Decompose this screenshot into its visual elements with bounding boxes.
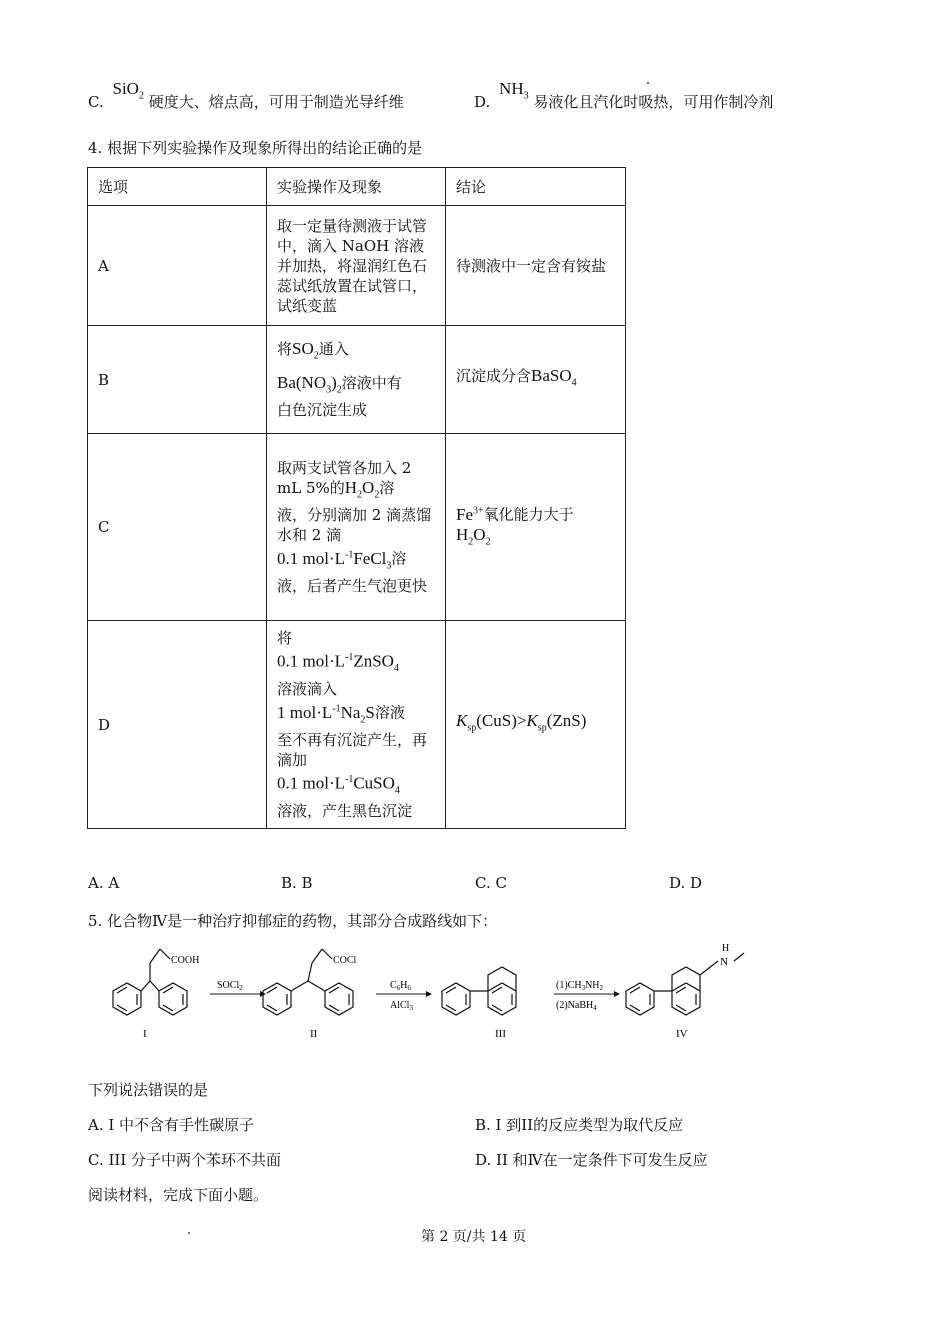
q4-table: [87, 167, 626, 829]
atom-h: H: [722, 943, 730, 954]
table-row: [88, 434, 626, 621]
row-a-operation: 取一定量待测液于试管中，滴入 NaOH 溶液并加热，将湿润红色石蕊试纸放置在试管口，试纸变蓝: [267, 206, 446, 326]
q5-option-d: D. II 和Ⅳ在一定条件下可发生反应: [475, 1151, 708, 1169]
arrow-2: [376, 991, 432, 997]
atom-n: N: [720, 956, 728, 968]
q4-answer-b: B. B: [281, 874, 313, 892]
row-d-operation: 将 0.1 $mol\cdot L^{-1}ZnSO_4$ 溶液滴入 1 $mol\cdot L^{-1}Na_2S$溶液 至不再有沉淀产生，再滴加 0.1 $mol\cdot L^{-1}CuSO_4$ 溶液，产生黑色沉淀: [267, 621, 446, 829]
arrow-3: [554, 991, 620, 997]
q4-answer-d: D. D: [669, 874, 703, 892]
table-row: [88, 206, 626, 326]
table-row: [88, 326, 626, 434]
table-row: [88, 621, 626, 829]
label-compound-i: I: [143, 1028, 147, 1040]
reagent-socl2: SOCl$_2$: [217, 980, 243, 992]
row-c-label: C: [88, 434, 267, 621]
q3-option-c-text: 硬度大、熔点高，可用于制造光导纤维: [148, 93, 404, 111]
reagent-benzene: $C_6H_6$: [390, 980, 411, 992]
row-c-operation: 取两支试管各加入 2 mL 5%的$H_2O_2$溶 液，分别滴加 2 滴蒸馏水和 2 滴 0.1 $mol\cdot L^{-1}FeCl_3$溶 液，后者产生气泡更快: [267, 434, 446, 621]
q3-option-d: [474, 78, 774, 111]
label-compound-ii: II: [310, 1028, 318, 1040]
row-b-conclusion: 沉淀成分含BaSO$_4$: [446, 326, 626, 434]
synthesis-scheme: [80, 935, 780, 1045]
label-compound-iii: III: [495, 1028, 506, 1040]
reagent-nabh4: (2)NaBH$_4$: [556, 1000, 597, 1012]
row-a-conclusion: 待测液中一定含有铵盐: [446, 206, 626, 326]
q3-option-d-text: 易液化且汽化时吸热，可用作制冷剂: [533, 93, 774, 111]
q3-option-c-letter: C.: [88, 93, 104, 111]
q5-option-c: C. III 分子中两个苯环不共面: [88, 1151, 282, 1169]
header-operation: 实验操作及现象: [267, 168, 446, 206]
q4-stem: 4. 根据下列实验操作及现象所得出的结论正确的是: [88, 139, 423, 157]
q5-stem: 5. 化合物Ⅳ是一种治疗抑郁症的药物，其部分合成路线如下：: [88, 912, 498, 930]
scan-dot: [188, 1232, 190, 1234]
row-a-label: A: [88, 206, 267, 326]
q3-option-c-formula: SiO$_2$: [112, 79, 144, 102]
arrow-1: [210, 991, 266, 997]
row-b-operation: 将$SO_2$通入 $Ba(NO_3)_2$溶液中有 白色沉淀生成: [267, 326, 446, 434]
q4-answer-a: A. A: [88, 874, 120, 892]
row-b-label: B: [88, 326, 267, 434]
compound-iii-structure: [442, 967, 516, 1015]
q5-option-b: B. I 到II的反应类型为取代反应: [475, 1116, 684, 1134]
table-header-row: [88, 168, 626, 206]
label-compound-iv: IV: [676, 1028, 688, 1040]
q3-option-d-letter: D.: [474, 93, 491, 111]
scan-dot: [647, 82, 649, 84]
group-cocl: COCl: [333, 955, 357, 966]
header-option: 选项: [88, 168, 267, 206]
reagent-alcl3: AlCl$_3$: [390, 1000, 413, 1012]
header-conclusion: 结论: [446, 168, 626, 206]
q5-prompt: 下列说法错误的是: [88, 1081, 209, 1099]
q3-option-d-formula: $NH_3$: [499, 79, 529, 102]
q3-option-c: [88, 78, 404, 111]
row-d-conclusion: $K_{sp}(CuS)>K_{sp}(ZnS)$: [446, 621, 626, 829]
q5-option-a: A. I 中不含有手性碳原子: [88, 1116, 255, 1134]
row-c-conclusion: $Fe^{3+}$氧化能力大于 $H_2O_2$: [446, 434, 626, 621]
q4-answer-c: C. C: [475, 874, 507, 892]
page-footer: 第 2 页/共 14 页: [421, 1229, 527, 1245]
row-d-label: D: [88, 621, 267, 829]
reagent-methylamine: $(1)CH_3NH_2$: [556, 980, 604, 992]
group-cooh: COOH: [171, 955, 200, 966]
reading-instruction: 阅读材料，完成下面小题。: [88, 1186, 269, 1204]
